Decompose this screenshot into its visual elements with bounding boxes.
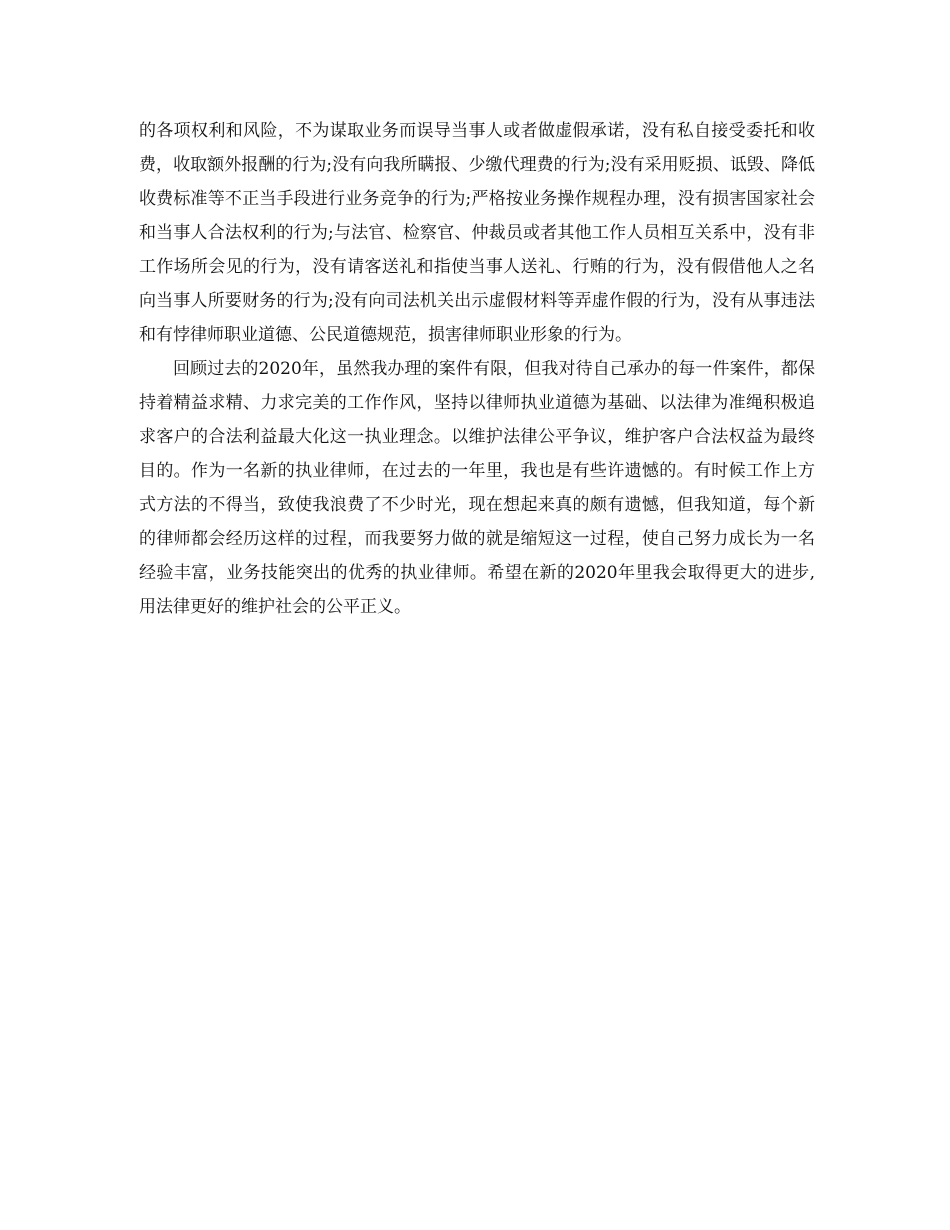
document-body	[139, 114, 815, 624]
paragraph-continued: 的各项权利和风险，不为谋取业务而误导当事人或者做虚假承诺，没有私自接受委托和收费，收取额外报酬的行为;没有向我所瞒报、少缴代理费的行为;没有采用贬损、诋毁、降低收费标准等不正当手段进行业务竞争的行为;严格按业务操作规程办理，没有损害国家社会和当事人合法权利的行为;与法官、检察官、仲裁员或者其他工作人员相互关系中，没有非工作场所会见的行为，没有请客送礼和指使当事人送礼、行贿的行为，没有假借他人之名向当事人所要财务的行为;没有向司法机关出示虚假材料等弄虚作假的行为，没有从事违法和有悖律师职业道德、公民道德规范，损害律师职业形象的行为。	[139, 121, 815, 345]
paragraph-review: 回顾过去的2020年，虽然我办理的案件有限，但我对待自己承办的每一件案件，都保持着精益求精、力求完美的工作作风，坚持以律师执业道德为基础、以法律为准绳积极追求客户的合法利益最大化这一执业理念。以维护法律公平争议，维护客户合法权益为最终目的。作为一名新的执业律师，在过去的一年里，我也是有些许遗憾的。有时候工作上方式方法的不得当，致使我浪费了不少时光，现在想起来真的颇有遗憾，但我知道，每个新的律师都会经历这样的过程，而我要努力做的就是缩短这一过程，使自己努力成长为一名经验丰富，业务技能突出的优秀的执业律师。希望在新的2020年里我会取得更大的进步,用法律更好的维护社会的公平正义。	[139, 359, 815, 617]
